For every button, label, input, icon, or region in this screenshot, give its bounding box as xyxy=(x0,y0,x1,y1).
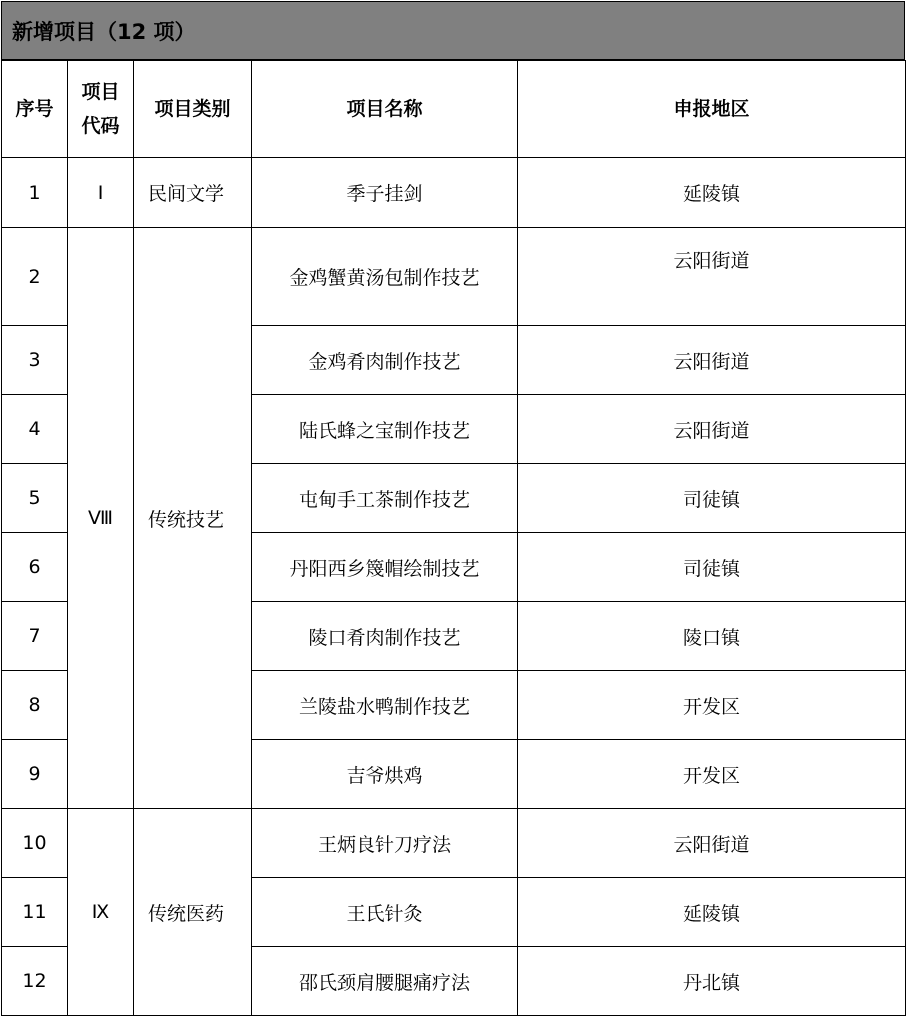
header-row xyxy=(2,61,906,158)
cell-seq: 7 xyxy=(2,602,68,671)
cell-region: 云阳街道 xyxy=(518,228,906,326)
header-seq: 序号 xyxy=(2,61,68,158)
cell-seq: 6 xyxy=(2,533,68,602)
cell-seq: 2 xyxy=(2,228,68,326)
cell-seq: 11 xyxy=(2,878,68,947)
cell-name: 兰陵盐水鸭制作技艺 xyxy=(252,671,518,740)
cell-seq: 5 xyxy=(2,464,68,533)
cell-region: 司徒镇 xyxy=(518,533,906,602)
project-table xyxy=(1,60,906,1016)
cell-seq: 9 xyxy=(2,740,68,809)
cell-seq: 10 xyxy=(2,809,68,878)
cell-seq: 1 xyxy=(2,158,68,228)
cell-name: 王炳良针刀疗法 xyxy=(252,809,518,878)
cell-seq: 4 xyxy=(2,395,68,464)
cell-region: 云阳街道 xyxy=(518,326,906,395)
cell-seq: 12 xyxy=(2,947,68,1016)
cell-name: 季子挂剑 xyxy=(252,158,518,228)
cell-region: 陵口镇 xyxy=(518,602,906,671)
cell-code: Ⅷ xyxy=(68,228,134,809)
table-row xyxy=(2,809,906,878)
header-region: 申报地区 xyxy=(518,61,906,158)
cell-name: 吉爷烘鸡 xyxy=(252,740,518,809)
header-code xyxy=(68,61,134,158)
cell-name: 王氏针灸 xyxy=(252,878,518,947)
cell-name: 陆氏蜂之宝制作技艺 xyxy=(252,395,518,464)
cell-code: Ⅰ xyxy=(68,158,134,228)
cell-name: 丹阳西乡篾帽绘制技艺 xyxy=(252,533,518,602)
cell-region: 司徒镇 xyxy=(518,464,906,533)
cell-category: 民间文学 xyxy=(134,158,252,228)
cell-seq: 8 xyxy=(2,671,68,740)
cell-name: 金鸡肴肉制作技艺 xyxy=(252,326,518,395)
cell-region: 开发区 xyxy=(518,671,906,740)
table-row xyxy=(2,158,906,228)
cell-region: 云阳街道 xyxy=(518,395,906,464)
table-title: 新增项目（12 项） xyxy=(1,1,905,60)
header-code-line1: 项目 xyxy=(81,81,120,103)
cell-region: 丹北镇 xyxy=(518,947,906,1016)
cell-name: 陵口肴肉制作技艺 xyxy=(252,602,518,671)
cell-seq: 3 xyxy=(2,326,68,395)
cell-region: 开发区 xyxy=(518,740,906,809)
cell-name: 屯甸手工茶制作技艺 xyxy=(252,464,518,533)
table-row xyxy=(2,228,906,326)
cell-category: 传统医药 xyxy=(134,809,252,1016)
cell-code: Ⅸ xyxy=(68,809,134,1016)
cell-category: 传统技艺 xyxy=(134,228,252,809)
header-name: 项目名称 xyxy=(252,61,518,158)
cell-region: 延陵镇 xyxy=(518,878,906,947)
cell-name: 金鸡蟹黄汤包制作技艺 xyxy=(252,228,518,326)
cell-name: 邵氏颈肩腰腿痛疗法 xyxy=(252,947,518,1016)
cell-region: 延陵镇 xyxy=(518,158,906,228)
header-code-line2: 代码 xyxy=(81,115,120,137)
header-category: 项目类别 xyxy=(134,61,252,158)
cell-region: 云阳街道 xyxy=(518,809,906,878)
